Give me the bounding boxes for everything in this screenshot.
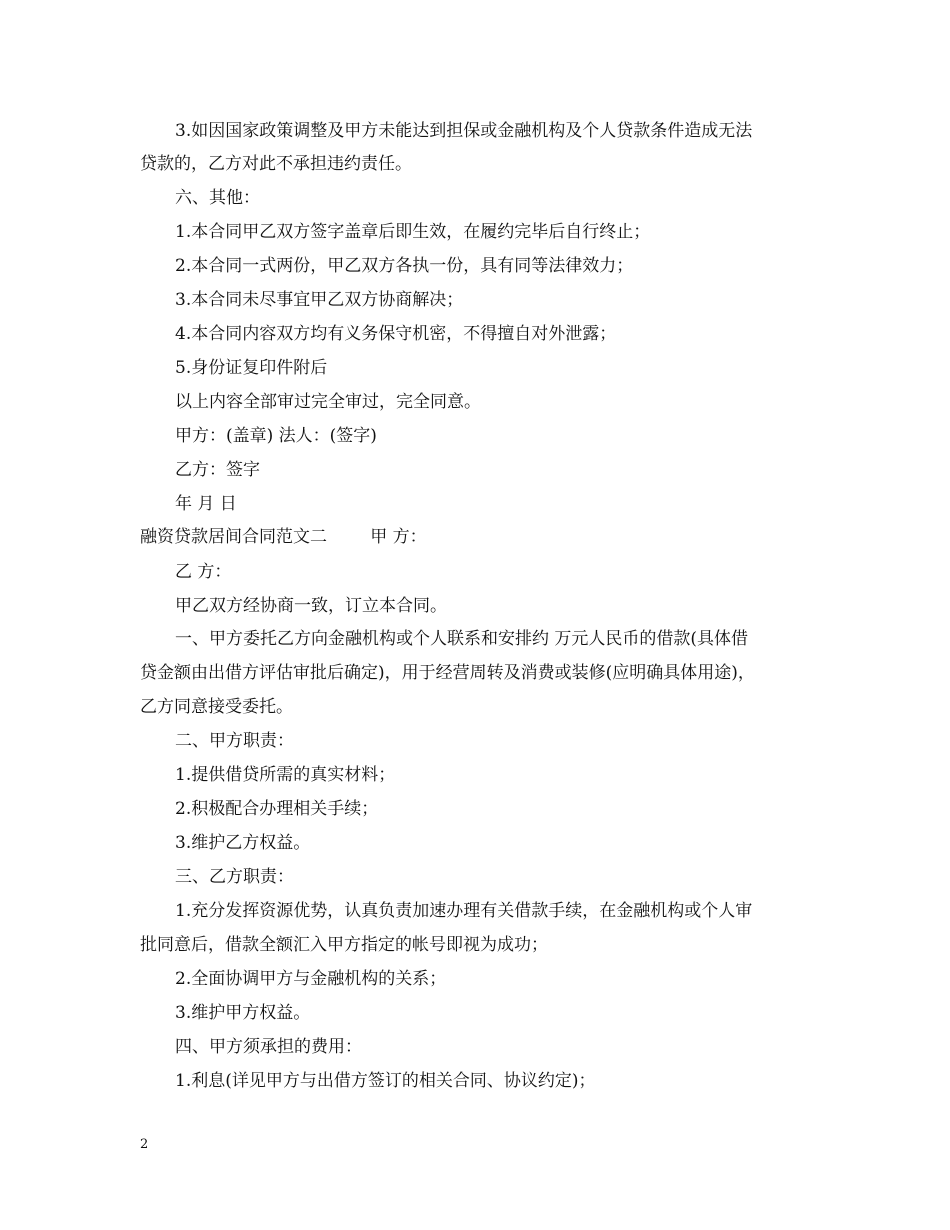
paragraph-line: 2.本合同一式两份，甲乙双方各执一份，具有同等法律效力； [175, 256, 634, 276]
signature-line: 乙方：签字 [175, 460, 260, 480]
paragraph-line: 一、甲方委托乙方向金融机构或个人联系和安排约 万元人民币的借款(具体借 [175, 629, 749, 649]
section-heading: 四、甲方须承担的费用： [175, 1037, 362, 1057]
section-heading: 二、甲方职责： [175, 731, 294, 751]
paragraph-line: 2.积极配合办理相关手续； [175, 799, 379, 819]
section-heading: 六、其他： [175, 188, 260, 208]
paragraph-line: 乙方同意接受委托。 [140, 697, 293, 717]
paragraph-line: 1.利息(详见甲方与出借方签订的相关合同、协议约定)； [175, 1071, 596, 1091]
paragraph-line: 1.充分发挥资源优势，认真负责加速办理有关借款手续，在金融机构或个人审 [175, 901, 753, 921]
section-heading: 三、乙方职责： [175, 867, 294, 887]
page-number: 2 [140, 1137, 149, 1152]
paragraph-line: 3.维护乙方权益。 [175, 833, 311, 853]
paragraph-line: 批同意后，借款全额汇入甲方指定的帐号即视为成功； [140, 935, 548, 955]
paragraph-line: 4.本合同内容双方均有义务保守机密，不得擅自对外泄露； [175, 324, 617, 344]
paragraph-line: 1.本合同甲乙双方签字盖章后即生效，在履约完毕后自行终止； [175, 222, 651, 242]
document-title-line: 融资贷款居间合同范文二 甲 方： [140, 527, 427, 547]
paragraph-line: 贷款的，乙方对此不承担违约责任。 [140, 154, 412, 174]
paragraph-line: 3.如因国家政策调整及甲方未能达到担保或金融机构及个人贷款条件造成无法 [175, 121, 753, 141]
date-line: 年 月 日 [175, 494, 237, 514]
paragraph-line: 以上内容全部审过完全审过，完全同意。 [175, 392, 481, 412]
paragraph-line: 贷金额由出借方评估审批后确定)，用于经营周转及消费或装修(应明确具体用途)， [140, 663, 755, 683]
party-line: 乙 方： [175, 562, 232, 582]
paragraph-line: 5.身份证复印件附后 [175, 358, 328, 378]
signature-line: 甲方：(盖章) 法人：(签字) [175, 426, 377, 446]
paragraph-line: 甲乙双方经协商一致，订立本合同。 [175, 596, 447, 616]
paragraph-line: 2.全面协调甲方与金融机构的关系； [175, 969, 447, 989]
paragraph-line: 3.本合同未尽事宜甲乙双方协商解决； [175, 290, 464, 310]
paragraph-line: 1.提供借贷所需的真实材料； [175, 765, 396, 785]
paragraph-line: 3.维护甲方权益。 [175, 1003, 311, 1023]
